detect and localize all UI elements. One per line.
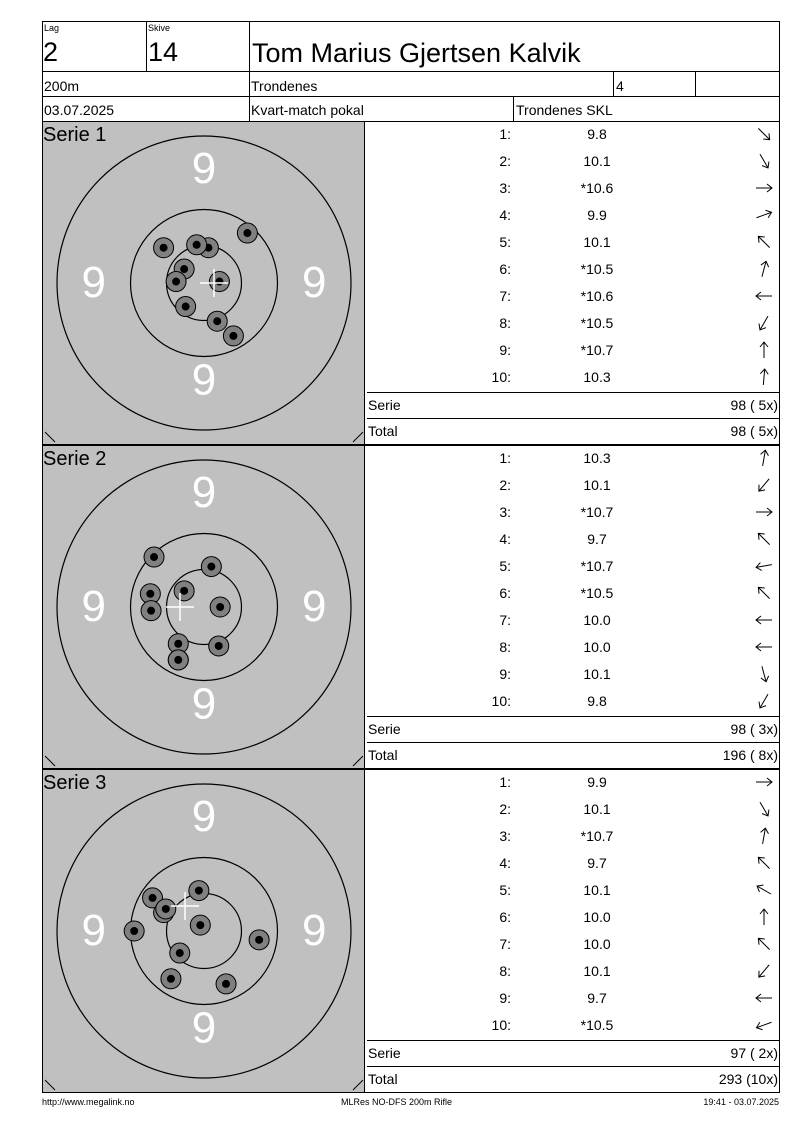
serie-title: Serie 2: [43, 448, 107, 470]
shot-hole: [174, 581, 194, 601]
shot-value: 10.3: [583, 369, 611, 385]
shot-hole: [154, 238, 174, 258]
footer-url: http://www.megalink.no: [42, 1097, 135, 1107]
shot-value: 10.1: [583, 801, 611, 817]
shot-value: 10.1: [583, 153, 611, 169]
shot-row: [367, 662, 779, 689]
direction-arrow-icon: [753, 771, 775, 796]
serie-sum-value: 98 ( 3x): [730, 721, 778, 737]
lag-label: Lag: [44, 23, 60, 33]
direction-arrow-icon: [753, 123, 775, 148]
shot-row: [367, 230, 779, 257]
shot-hole: [124, 921, 144, 941]
shot-value: 10.0: [583, 612, 611, 628]
direction-arrow-icon: [753, 447, 775, 472]
direction-arrow-icon: [753, 555, 775, 580]
shooter-name: Tom Marius Gjertsen Kalvik: [252, 38, 581, 68]
shot-value: 10.1: [583, 477, 611, 493]
skive-label: Skive: [148, 23, 171, 33]
shot-value: *10.7: [580, 504, 614, 520]
shot-value: 10.1: [583, 963, 611, 979]
ring-number: 9: [191, 468, 217, 518]
shot-row: [367, 959, 779, 986]
total-row: [367, 742, 779, 768]
shot-number: 5:: [499, 558, 511, 574]
shot-row: [367, 284, 779, 311]
shot-number: 1:: [499, 774, 511, 790]
shot-hole: [209, 636, 229, 656]
shot-number: 2:: [499, 801, 511, 817]
shot-value: *10.5: [580, 585, 614, 601]
total-row: [367, 418, 779, 444]
shot-number: 9:: [499, 666, 511, 682]
corner-mark: [45, 756, 55, 766]
ring-number: 9: [191, 144, 217, 194]
header-divider: [695, 71, 696, 97]
shot-row: [367, 500, 779, 527]
shot-row: [367, 1013, 779, 1040]
ring-number: 9: [302, 906, 327, 955]
corner-mark: [45, 432, 55, 442]
direction-arrow-icon: [753, 312, 775, 337]
serie-sum-row: [367, 392, 779, 418]
shot-row: [367, 608, 779, 635]
organizer: Trondenes SKL: [516, 102, 613, 118]
shot-hole: [141, 601, 161, 621]
shot-hole: [176, 297, 196, 317]
serie-sum-row: [367, 716, 779, 742]
corner-mark: [353, 432, 363, 442]
target-svg-3: [43, 770, 365, 1092]
shot-value: 9.9: [587, 207, 607, 223]
shot-value: 9.7: [587, 855, 607, 871]
shot-number: 5:: [499, 234, 511, 250]
shot-number: 2:: [499, 477, 511, 493]
target-1: [43, 122, 365, 444]
target-svg-1: [43, 122, 365, 444]
ring-number: 9: [191, 355, 217, 405]
shot-row: [367, 473, 779, 500]
shot-row: [367, 770, 779, 797]
shot-number: 8:: [499, 963, 511, 979]
direction-arrow-icon: [753, 879, 775, 904]
total-value: 293 (10x): [718, 1071, 778, 1087]
shot-value: 9.7: [587, 531, 607, 547]
shot-row: [367, 311, 779, 338]
shot-number: 4:: [499, 855, 511, 871]
ring-number: 9: [81, 582, 106, 631]
total-label: Total: [368, 747, 398, 763]
shot-number: 10:: [491, 693, 511, 709]
corner-mark: [353, 1080, 363, 1090]
shot-value: 9.9: [587, 774, 607, 790]
shot-value: *10.5: [580, 315, 614, 331]
direction-arrow-icon: [753, 1014, 775, 1039]
ring-number: 9: [81, 258, 106, 307]
skive-value: 14: [148, 37, 179, 67]
serie-panel-3: [42, 769, 780, 1093]
shot-number: 8:: [499, 639, 511, 655]
shot-value: 10.1: [583, 666, 611, 682]
direction-arrow-icon: [753, 582, 775, 607]
shot-row: [367, 878, 779, 905]
shot-number: 3:: [499, 504, 511, 520]
serie-title: Serie 1: [43, 124, 107, 146]
shot-number: 2:: [499, 153, 511, 169]
shot-row: [367, 176, 779, 203]
header-divider: [613, 71, 614, 97]
footer-program: MLRes NO-DFS 200m Rifle: [341, 1097, 453, 1107]
shot-hole: [223, 326, 243, 346]
shot-number: 6:: [499, 261, 511, 277]
header-divider: [42, 96, 780, 97]
shot-row: [367, 149, 779, 176]
shot-hole: [144, 547, 164, 567]
shot-number: 6:: [499, 909, 511, 925]
direction-arrow-icon: [753, 528, 775, 553]
ring-number: 9: [302, 582, 327, 631]
shot-number: 10:: [491, 369, 511, 385]
direction-arrow-icon: [753, 933, 775, 958]
direction-arrow-icon: [753, 609, 775, 634]
total-label: Total: [368, 1071, 398, 1087]
shot-hole: [170, 943, 190, 963]
direction-arrow-icon: [753, 339, 775, 364]
shot-hole: [249, 930, 269, 950]
shot-hole: [201, 557, 221, 577]
shot-row: [367, 824, 779, 851]
ring-number: 9: [191, 792, 217, 842]
header-divider: [42, 71, 780, 72]
header-divider: [146, 21, 147, 72]
direction-arrow-icon: [753, 231, 775, 256]
shot-hole: [187, 235, 207, 255]
total-value: 196 ( 8x): [722, 747, 778, 763]
direction-arrow-icon: [753, 204, 775, 229]
shot-row: [367, 527, 779, 554]
shot-row: [367, 689, 779, 716]
shot-row: [367, 257, 779, 284]
serie-sum-row: [367, 1040, 779, 1066]
club: Trondenes: [251, 78, 318, 94]
shot-hole: [210, 597, 230, 617]
direction-arrow-icon: [753, 636, 775, 661]
direction-arrow-icon: [753, 150, 775, 175]
shot-hole: [168, 650, 188, 670]
shot-number: 3:: [499, 180, 511, 196]
direction-arrow-icon: [753, 690, 775, 715]
shot-value: 9.8: [587, 693, 607, 709]
shot-hole: [237, 223, 257, 243]
shot-value: 9.8: [587, 126, 607, 142]
direction-arrow-icon: [753, 177, 775, 202]
shot-number: 4:: [499, 531, 511, 547]
event: Kvart-match pokal: [251, 102, 364, 118]
shot-row: [367, 581, 779, 608]
lag-value: 2: [43, 37, 59, 67]
shot-number: 8:: [499, 315, 511, 331]
class-value: 4: [616, 78, 624, 94]
shot-number: 7:: [499, 936, 511, 952]
direction-arrow-icon: [753, 285, 775, 310]
shot-row: [367, 797, 779, 824]
total-value: 98 ( 5x): [730, 423, 778, 439]
shot-hole: [216, 974, 236, 994]
direction-arrow-icon: [753, 852, 775, 877]
shot-hole: [156, 899, 176, 919]
shot-number: 1:: [499, 450, 511, 466]
shot-number: 9:: [499, 990, 511, 1006]
direction-arrow-icon: [753, 906, 775, 931]
serie-sum-label: Serie: [368, 721, 401, 737]
direction-arrow-icon: [753, 663, 775, 688]
serie-sum-label: Serie: [368, 1045, 401, 1061]
serie-sum-value: 98 ( 5x): [730, 397, 778, 413]
serie-sum-value: 97 ( 2x): [730, 1045, 778, 1061]
shot-hole: [189, 881, 209, 901]
serie-panel-2: [42, 445, 780, 769]
serie-panel-1: [42, 121, 780, 445]
shot-value: 10.3: [583, 450, 611, 466]
shot-number: 10:: [491, 1017, 511, 1033]
shot-value: 10.1: [583, 882, 611, 898]
ring-number: 9: [302, 258, 327, 307]
footer-timestamp: 19:41 - 03.07.2025: [703, 1097, 779, 1107]
shot-row: [367, 365, 779, 392]
shot-value: *10.6: [580, 288, 614, 304]
direction-arrow-icon: [753, 258, 775, 283]
shot-row: [367, 905, 779, 932]
shot-hole: [190, 915, 210, 935]
shot-row: [367, 554, 779, 581]
date: 03.07.2025: [44, 102, 115, 118]
direction-arrow-icon: [753, 825, 775, 850]
header-divider: [513, 96, 514, 122]
ring-number: 9: [191, 1003, 217, 1053]
shot-number: 4:: [499, 207, 511, 223]
direction-arrow-icon: [753, 960, 775, 985]
corner-mark: [45, 1080, 55, 1090]
shot-row: [367, 122, 779, 149]
direction-arrow-icon: [753, 474, 775, 499]
direction-arrow-icon: [753, 987, 775, 1012]
shot-number: 7:: [499, 288, 511, 304]
distance: 200m: [44, 78, 80, 94]
corner-mark: [353, 756, 363, 766]
shot-value: 10.1: [583, 234, 611, 250]
target-svg-2: [43, 446, 365, 768]
shot-number: 9:: [499, 342, 511, 358]
shot-value: *10.6: [580, 180, 614, 196]
total-row: [367, 1066, 779, 1092]
direction-arrow-icon: [753, 366, 775, 391]
ring-number: 9: [191, 679, 217, 729]
shot-row: [367, 932, 779, 959]
shot-value: 9.7: [587, 990, 607, 1006]
shot-number: 7:: [499, 612, 511, 628]
shot-value: *10.5: [580, 261, 614, 277]
serie-sum-label: Serie: [368, 397, 401, 413]
shot-value: *10.7: [580, 828, 614, 844]
shot-number: 6:: [499, 585, 511, 601]
shot-hole: [161, 969, 181, 989]
direction-arrow-icon: [753, 501, 775, 526]
total-label: Total: [368, 423, 398, 439]
shot-number: 5:: [499, 882, 511, 898]
shot-row: [367, 851, 779, 878]
direction-arrow-icon: [753, 798, 775, 823]
shot-value: 10.0: [583, 909, 611, 925]
shot-hole: [209, 272, 229, 292]
serie-title: Serie 3: [43, 772, 107, 794]
ring-number: 9: [81, 906, 106, 955]
target-3: [43, 770, 365, 1092]
shot-number: 3:: [499, 828, 511, 844]
shot-value: *10.7: [580, 342, 614, 358]
shot-hole: [166, 272, 186, 292]
shot-row: [367, 446, 779, 473]
shot-row: [367, 203, 779, 230]
shot-value: *10.7: [580, 558, 614, 574]
shot-value: 10.0: [583, 936, 611, 952]
shot-row: [367, 338, 779, 365]
shot-row: [367, 635, 779, 662]
shot-number: 1:: [499, 126, 511, 142]
shot-hole: [207, 311, 227, 331]
target-2: [43, 446, 365, 768]
shot-value: *10.5: [580, 1017, 614, 1033]
shot-row: [367, 986, 779, 1013]
shot-value: 10.0: [583, 639, 611, 655]
